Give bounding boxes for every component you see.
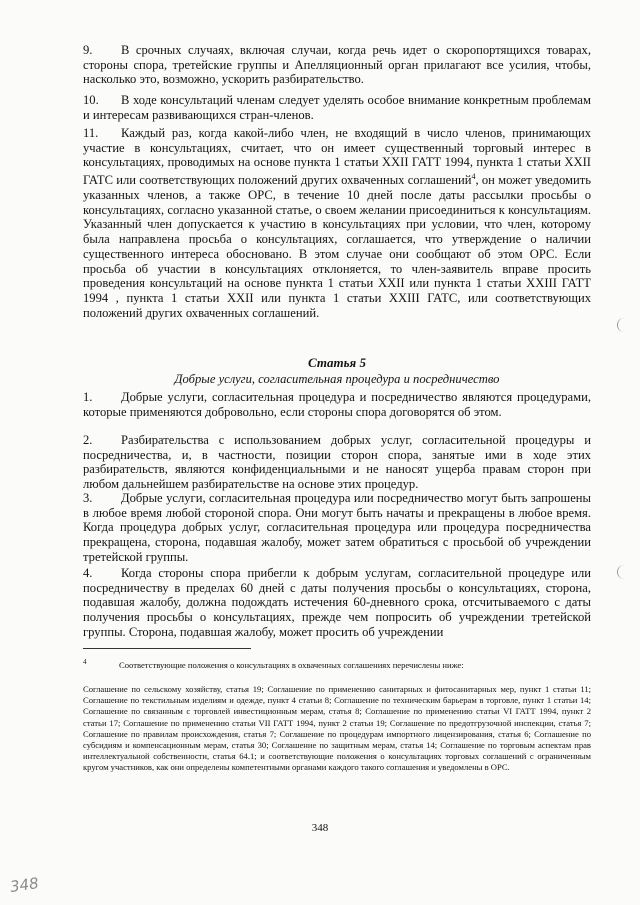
- article-paragraph-2: [83, 433, 591, 492]
- paragraph-text: Каждый раз, когда какой-либо член, не входящий в число членов, принимающих участие в консультациях, считает, что он имеет существенный торговый интерес в консультациях, проводимых на основе пункта 1 статьи XXII ГАТТ 1994, пункта 1 статьи XXII ГАТС или соответствующих положений других охваченных соглашений: [83, 126, 591, 188]
- paragraph-number: 3.: [83, 491, 93, 505]
- paragraph-11: [83, 126, 591, 320]
- article-subtitle: Добрые услуги, согласительная процедура и посредничество: [174, 372, 500, 386]
- paragraph-text: Добрые услуги, согласительная процедура и посредничество являются процедурами, которые применяются добровольно, если стороны спора договорятся об этом.: [83, 390, 591, 419]
- paragraph-number: 2.: [83, 433, 93, 447]
- article-paragraph-3: [83, 491, 591, 565]
- footnote-number: 4: [83, 658, 87, 666]
- paragraph-text: В срочных случаях, включая случаи, когда речь идет о скоропортящихся товарах, стороны спора, третейские группы и Апелляционный орган прилагают все усилия, чтобы, насколько это, возможно, ускорить разбирательство.: [83, 43, 591, 87]
- paragraph-text: В ходе консультаций членам следует уделять особое внимание конкретным проблемам и интересам развивающихся стран-членов.: [83, 93, 591, 122]
- footnote-body: Соглашение по сельскому хозяйству, статья 19; Соглашение по применению санитарных и фитосанитарных мер, пункт 1 статьи 11; Соглашение по текстильным изделиям и одежде, пункт 4 статьи 8; Соглашение по техническим барьерам в торговле, пункт 1 статьи 14; Соглашение по связанным с торговлей инвестиционным мерам, статья 8; Соглашение по применению статьи VI ГАТТ 1994, пункт 2 статьи 17; Соглашение по применению статьи VII ГАТТ 1994, пункт 2 статьи 19; Соглашение по предотгрузочной инспекции, статья 7; Соглашение по правилам происхождения, статья 7; Соглашение по процедурам импортного лицензирования, статья 6; Соглашение по субсидиям и компенсационным мерам, статья 30; Соглашение по защитным мерам, статья 14; Соглашение по торговым аспектам прав интеллектуальной собственности, статья 64.1; и соответствующие положения о консультациях торговых соглашений с ограниченным кругом участников, как они определены компетентными органами каждого такого соглашения и уведомлены в ОРС.: [83, 684, 591, 773]
- page-number: 348: [311, 822, 329, 834]
- handwritten-page-mark: 348: [8, 874, 40, 896]
- paragraph-10: [83, 93, 591, 122]
- scan-edge-mark: [617, 318, 630, 332]
- article-paragraph-4: [83, 566, 591, 640]
- footnote-heading: [83, 657, 591, 671]
- paragraph-text: Разбирательства с использованием добрых услуг, согласительной процедуры и посредничества, и, в частности, позиции сторон спора, занятые ими в ходе этих разбирательств, являются конфиденциальными и не наносят ущерба правам сторон при любом дальнейшем разбирательстве на основе этих процедур.: [83, 433, 591, 492]
- paragraph-text: Добрые услуги, согласительная процедура или посредничество могут быть запрошены в любое время любой стороной спора. Они могут быть начаты и прекращены в любое время. Когда процедура добрых услуг, согласительная процедура или процедура посредничества прекращена, сторона, подавшая жалобу, может затем обратиться с просьбой об учреждении третейской группы.: [83, 491, 591, 564]
- footnote-heading-text: Соответствующие положения о консультациях в охваченных соглашениях перечислены ниже:: [119, 659, 464, 670]
- paragraph-9: [83, 43, 591, 87]
- paragraph-text: Когда стороны спора прибегли к добрым услугам, согласительной процедуре или посредничеству в пределах 60 дней с даты получения просьбы о консультациях, сторона, подавшая жалобу, должна подождать истечения 60-дневного срока, отсчитываемого с даты получения просьбы о консультациях, прежде чем попросить об учреждении третейской группы. Сторона, подавшая жалобу, может просить об учреждении: [83, 566, 591, 639]
- footnote-divider: [83, 648, 251, 649]
- article-title: Статья 5: [308, 355, 366, 370]
- article-paragraph-1: [83, 390, 591, 419]
- paragraph-number: 9.: [83, 43, 93, 57]
- paragraph-number: 4.: [83, 566, 93, 580]
- paragraph-number: 10.: [83, 93, 99, 107]
- paragraph-number: 11.: [83, 126, 99, 140]
- paragraph-text-continued: , он может уведомить указанных членов, а также ОРС, в течение 10 дней после даты рассылки просьбы о консультациях, согласно указанной статье, о своем желании присоединиться к консультациям. Указанный член допускается к участию в консультациях при условии, что член, которому была направлена просьба о консультациях, соглашается, что утверждение о наличии существенного интереса обосновано. В этом случае они сообщают об этом ОРС. Если просьба об участии в консультациях отклоняется, то член-заявитель вправе просить проведения консультаций на основе пункта 1 статьи XXII или пункта 1 статьи XXIII ГАТТ 1994 , пункта 1 статьи XXII или пункта 1 статьи XXIII ГАТС, или соответствующих положений других охваченных соглашений.: [83, 173, 591, 320]
- footnote-reference[interactable]: 4: [471, 172, 476, 182]
- paragraph-number: 1.: [83, 390, 93, 404]
- scan-edge-mark: [617, 565, 630, 579]
